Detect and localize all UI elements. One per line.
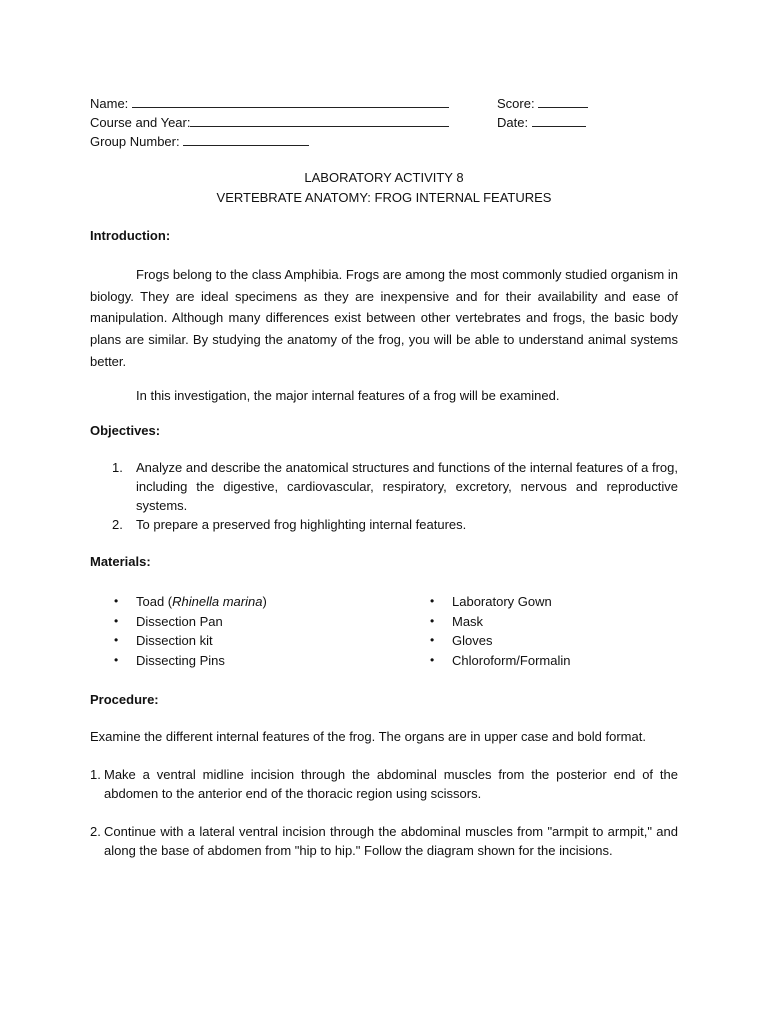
procedure-step	[90, 822, 678, 860]
material-item: • Dissection Pan	[114, 613, 223, 629]
date-label: Date:	[497, 115, 529, 130]
objectives-list	[90, 458, 678, 534]
name-field[interactable]	[90, 93, 449, 113]
investigation-paragraph: In this investigation, the major internal features of a frog will be examined.	[136, 388, 560, 403]
activity-title: LABORATORY ACTIVITY 8	[304, 170, 464, 185]
bullet-icon: •	[114, 613, 119, 628]
objective-text: To prepare a preserved frog highlighting internal features.	[136, 517, 467, 532]
bullet-icon: •	[430, 594, 435, 608]
material-item: • Chloroform/Formalin	[430, 653, 571, 669]
name-blank[interactable]	[132, 93, 449, 108]
bullet-icon: •	[114, 633, 119, 648]
material-item: • Laboratory Gown	[430, 594, 552, 609]
introduction-paragraph: Frogs belong to the class Amphibia. Frogs are among the most commonly studied organism in biology. They are ideal specimens as they are inexpensive and for their availability and ease of manipulation. Although many differences exist between other vertebrates and frogs, the basic body plans are similar. By studying the anatomy of the frog, you will be able to understand animal systems better.	[90, 267, 678, 369]
bullet-icon: •	[430, 653, 435, 668]
date-field[interactable]	[497, 112, 586, 132]
name-label: Name:	[90, 96, 129, 111]
bullet-icon: •	[114, 594, 119, 608]
materials-heading: Materials:	[90, 554, 151, 569]
objective-number: 1.	[112, 460, 123, 475]
score-blank[interactable]	[538, 93, 588, 108]
objective-item	[90, 515, 678, 534]
material-item: • Dissection kit	[114, 633, 213, 649]
score-label: Score:	[497, 96, 535, 111]
step-text: Make a ventral midline incision through the abdominal muscles from the posterior end of the abdomen to the anterior end of the thoracic region using scissors.	[104, 767, 678, 801]
species-name: Rhinella marina	[172, 594, 263, 609]
date-blank[interactable]	[532, 112, 586, 127]
bullet-icon: •	[430, 633, 435, 648]
materials-list-left	[114, 592, 267, 671]
bullet-icon: •	[114, 653, 119, 668]
material-item: • Mask	[430, 613, 484, 629]
group-number-field[interactable]	[90, 131, 309, 151]
group-number-label: Group Number:	[90, 134, 180, 149]
step-number: 2.	[90, 824, 101, 839]
material-item: • Dissecting Pins	[114, 653, 225, 669]
course-year-field[interactable]	[90, 112, 449, 132]
objective-number: 2.	[112, 517, 123, 532]
group-number-blank[interactable]	[183, 131, 309, 146]
objective-item	[90, 458, 678, 515]
objectives-heading: Objectives:	[90, 423, 161, 438]
activity-subtitle: VERTEBRATE ANATOMY: FROG INTERNAL FEATURES	[216, 190, 552, 205]
introduction-heading: Introduction:	[90, 228, 171, 243]
material-item: • Toad (Rhinella marina)	[114, 594, 267, 609]
procedure-heading: Procedure:	[90, 692, 159, 707]
score-field[interactable]	[497, 93, 588, 113]
procedure-step	[90, 765, 678, 803]
procedure-intro: Examine the different internal features of the frog. The organs are in upper case and bold format.	[90, 729, 646, 744]
material-item: • Gloves	[430, 633, 493, 649]
objective-text: Analyze and describe the anatomical structures and functions of the internal features of a frog, including the digestive, cardiovascular, respiratory, excretory, nervous and reproductive systems.	[136, 460, 678, 513]
course-year-blank[interactable]	[190, 112, 449, 127]
bullet-icon: •	[430, 613, 435, 628]
step-number: 1.	[90, 767, 101, 782]
course-year-label: Course and Year:	[90, 115, 191, 130]
materials-list-right	[430, 592, 570, 671]
step-text: Continue with a lateral ventral incision through the abdominal muscles from "armpit to armpit," and along the base of abdomen from "hip to hip." Follow the diagram shown for the incisions.	[104, 824, 678, 858]
